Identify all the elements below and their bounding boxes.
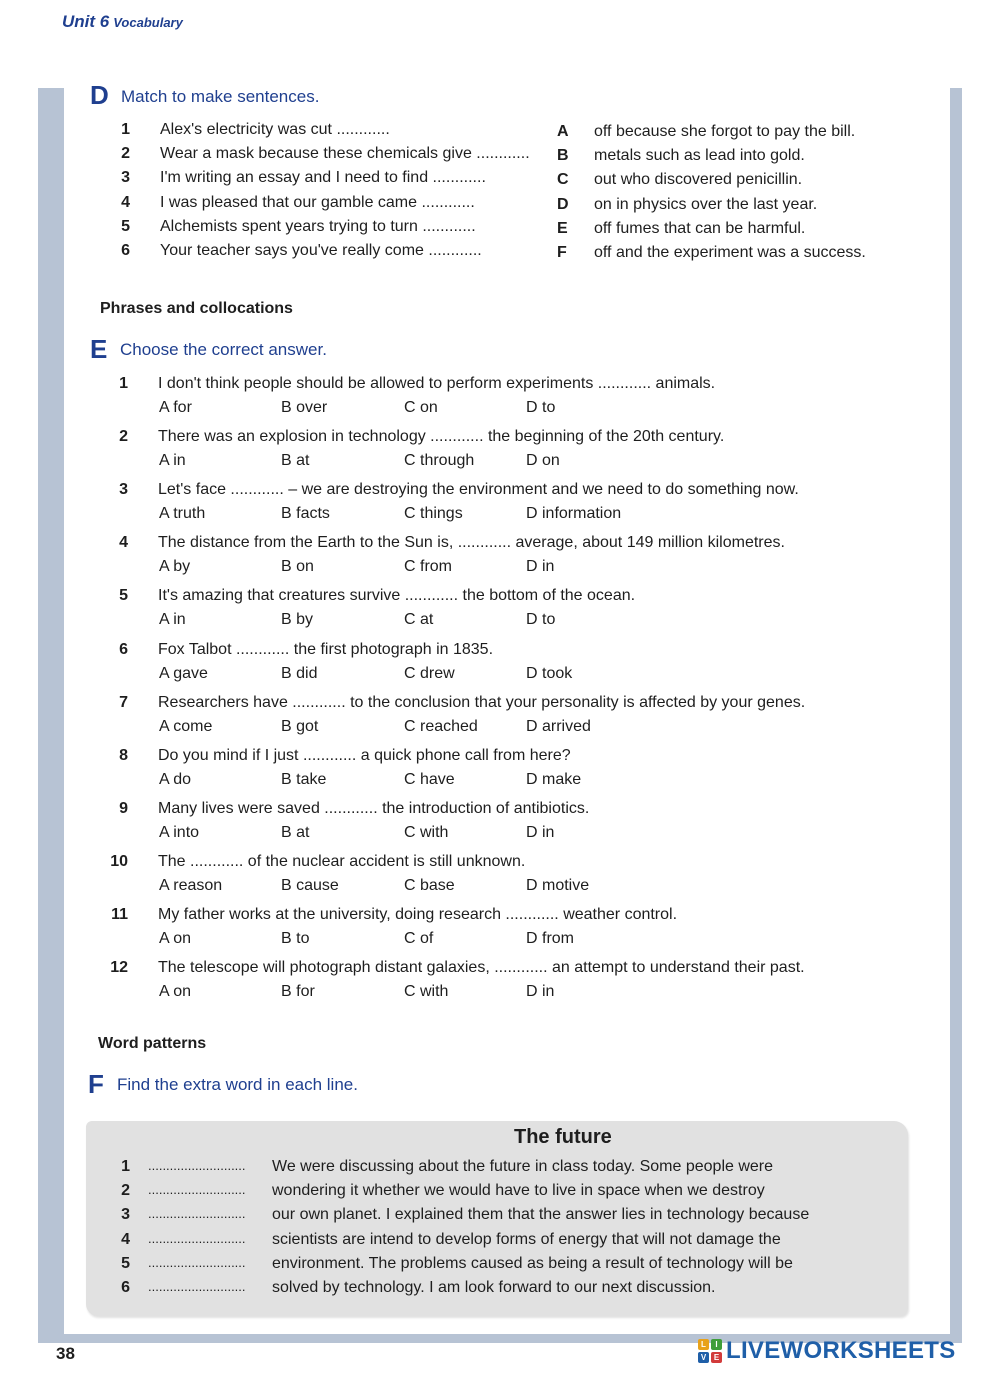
- question-number: 7: [119, 693, 128, 711]
- line-number: 1: [121, 1158, 130, 1175]
- text-title: The future: [514, 1126, 612, 1148]
- text-line: our own planet. I explained them that the answer lies in technology because: [272, 1206, 810, 1224]
- line-number: 6: [121, 1279, 130, 1296]
- question-text: Researchers have ............ to the conclusion that your personality is affected by your genes.: [158, 693, 806, 711]
- text-line: solved by technology. I am look forward to our next discussion.: [272, 1279, 716, 1296]
- brand-grid-cell: L: [698, 1339, 709, 1350]
- answer-option: A into: [159, 823, 200, 841]
- match-option-letter: E: [557, 219, 568, 237]
- answer-option: C through: [404, 452, 475, 470]
- question-number: 9: [119, 799, 128, 817]
- answer-blank: ...........................: [148, 1206, 246, 1222]
- match-option-text: off fumes that can be harmful.: [594, 219, 806, 237]
- question-number: 12: [110, 959, 128, 977]
- question-text: The distance from the Earth to the Sun is, ............ average, about 149 million kilometres.: [158, 534, 785, 552]
- answer-option: C have: [404, 770, 455, 788]
- section-e-letter: E: [90, 334, 108, 364]
- answer-option: A come: [159, 717, 213, 735]
- question-text: I don't think people should be allowed to perform experiments ............ animals.: [158, 375, 716, 392]
- match-option-letter: F: [557, 244, 567, 261]
- answer-option: A for: [159, 399, 192, 416]
- answer-option: A in: [159, 611, 186, 629]
- match-stem: Alchemists spent years trying to turn ............: [160, 217, 476, 235]
- answer-option: D make: [526, 770, 582, 788]
- match-option-letter: C: [557, 171, 569, 189]
- answer-option: C base: [404, 876, 455, 894]
- answer-option: A by: [159, 558, 191, 576]
- brand-grid-cell: V: [698, 1352, 709, 1363]
- answer-option: D arrived: [526, 717, 591, 735]
- answer-option: A on: [159, 983, 192, 1001]
- section-f-letter: F: [88, 1069, 104, 1099]
- question-number: 1: [119, 375, 128, 392]
- answer-option: A gave: [159, 664, 208, 682]
- unit-header: [62, 12, 183, 32]
- line-number: 4: [121, 1230, 130, 1248]
- question-text: Fox Talbot ............ the first photograph in 1835.: [158, 640, 494, 658]
- answer-option: B facts: [281, 505, 330, 523]
- match-option-text: on in physics over the last year.: [594, 195, 818, 213]
- match-stem: Wear a mask because these chemicals give ............: [160, 145, 530, 163]
- match-option-text: out who discovered penicillin.: [594, 171, 803, 189]
- match-option-text: off because she forgot to pay the bill.: [594, 123, 856, 140]
- section-f-title: Find the extra word in each line.: [117, 1075, 358, 1094]
- answer-option: A on: [159, 930, 192, 947]
- answer-option: C from: [404, 558, 452, 576]
- answer-option: C on: [404, 399, 438, 416]
- question-text: Let's face ............ – we are destroying the environment and we need to do something now.: [158, 481, 799, 499]
- match-option-text: off and the experiment was a success.: [594, 244, 866, 261]
- brand-grid-cell: I: [711, 1339, 722, 1350]
- answer-option: A truth: [159, 505, 206, 523]
- answer-option: B for: [281, 983, 315, 1001]
- answer-option: C of: [404, 930, 434, 947]
- answer-option: B on: [281, 558, 314, 576]
- answer-blank: ...........................: [148, 1158, 246, 1173]
- question-text: It's amazing that creatures survive ............ the bottom of the ocean.: [158, 587, 636, 605]
- answer-option: D in: [526, 558, 555, 576]
- answer-option: D to: [526, 611, 556, 629]
- match-option-letter: A: [557, 123, 569, 140]
- text-line: We were discussing about the future in class today. Some people were: [272, 1158, 774, 1175]
- question-text: Many lives were saved ............ the introduction of antibiotics.: [158, 799, 590, 817]
- question-text: There was an explosion in technology ............ the beginning of the 20th century.: [158, 428, 725, 446]
- answer-option: C reached: [404, 717, 478, 735]
- answer-option: B over: [281, 399, 328, 416]
- brand-mark-icon: [698, 1339, 722, 1363]
- brand-grid-cell: E: [711, 1352, 722, 1363]
- question-text: My father works at the university, doing research ............ weather control.: [158, 906, 678, 923]
- match-option-letter: D: [557, 195, 569, 213]
- question-number: 6: [119, 640, 128, 658]
- answer-option: B got: [281, 717, 319, 735]
- answer-blank: ...........................: [148, 1182, 246, 1198]
- answer-blank: ...........................: [148, 1230, 246, 1246]
- brand-text: LIVEWORKSHEETS: [726, 1337, 956, 1364]
- answer-blank: ...........................: [148, 1279, 246, 1294]
- answer-option: B to: [281, 930, 310, 947]
- answer-option: C things: [404, 505, 463, 523]
- answer-option: D motive: [526, 876, 590, 894]
- match-option-text: metals such as lead into gold.: [594, 147, 805, 165]
- question-text: Do you mind if I just ............ a quick phone call from here?: [158, 746, 571, 764]
- unit-label: Unit 6: [62, 12, 110, 31]
- match-stem: Your teacher says you've really come ............: [160, 242, 482, 259]
- section-label: Vocabulary: [113, 15, 183, 30]
- line-number: 3: [121, 1206, 130, 1224]
- question-number: 11: [111, 906, 128, 923]
- answer-option: D in: [526, 823, 555, 841]
- answer-option: C with: [404, 823, 449, 841]
- match-stem: I'm writing an essay and I need to find ............: [160, 169, 486, 187]
- question-text: The ............ of the nuclear accident is still unknown.: [158, 852, 526, 870]
- match-number: 2: [121, 145, 130, 163]
- section-e-title: Choose the correct answer.: [120, 340, 327, 359]
- answer-option: D information: [526, 505, 622, 523]
- line-number: 2: [121, 1182, 130, 1200]
- answer-option: B at: [281, 452, 310, 470]
- answer-option: C at: [404, 611, 434, 629]
- match-number: 5: [121, 217, 130, 235]
- phrases-heading: Phrases and collocations: [100, 300, 293, 317]
- match-number: 4: [121, 193, 130, 211]
- question-text: The telescope will photograph distant galaxies, ............ an attempt to understand their past.: [158, 959, 805, 977]
- word-patterns-heading: Word patterns: [98, 1035, 207, 1052]
- match-stem: Alex's electricity was cut ............: [160, 121, 390, 138]
- question-number: 2: [119, 428, 128, 446]
- question-number: 8: [119, 746, 128, 764]
- answer-option: B by: [281, 611, 314, 629]
- text-line: scientists are intend to develop forms of energy that will not damage the: [272, 1230, 781, 1248]
- answer-option: D took: [526, 664, 573, 682]
- answer-option: A in: [159, 452, 186, 470]
- match-number: 6: [121, 242, 130, 259]
- answer-option: D from: [526, 930, 574, 947]
- answer-option: C with: [404, 983, 449, 1001]
- answer-option: B cause: [281, 876, 339, 894]
- answer-blank: ...........................: [148, 1254, 246, 1270]
- section-d-letter: D: [90, 80, 109, 110]
- question-number: 5: [119, 587, 128, 605]
- match-stem: I was pleased that our gamble came ............: [160, 193, 475, 211]
- answer-option: A do: [159, 770, 192, 788]
- section-d-title: Match to make sentences.: [121, 87, 320, 106]
- line-number: 5: [121, 1254, 130, 1272]
- answer-option: B take: [281, 770, 327, 788]
- answer-option: D to: [526, 399, 556, 416]
- text-line: environment. The problems caused as being a result of technology will be: [272, 1254, 793, 1272]
- question-number: 3: [119, 481, 128, 499]
- brand-logo: [698, 1337, 956, 1365]
- match-number: 3: [121, 169, 130, 187]
- match-number: 1: [121, 121, 130, 138]
- answer-option: A reason: [159, 876, 223, 894]
- text-line: wondering it whether we would have to live in space when we destroy: [272, 1182, 765, 1200]
- answer-option: D on: [526, 452, 560, 470]
- match-option-letter: B: [557, 147, 569, 165]
- question-number: 4: [119, 534, 128, 552]
- page-number: 38: [56, 1344, 75, 1363]
- answer-option: B at: [281, 823, 310, 841]
- answer-option: D in: [526, 983, 555, 1001]
- question-number: 10: [110, 852, 128, 870]
- answer-option: C drew: [404, 664, 455, 682]
- answer-option: B did: [281, 664, 318, 682]
